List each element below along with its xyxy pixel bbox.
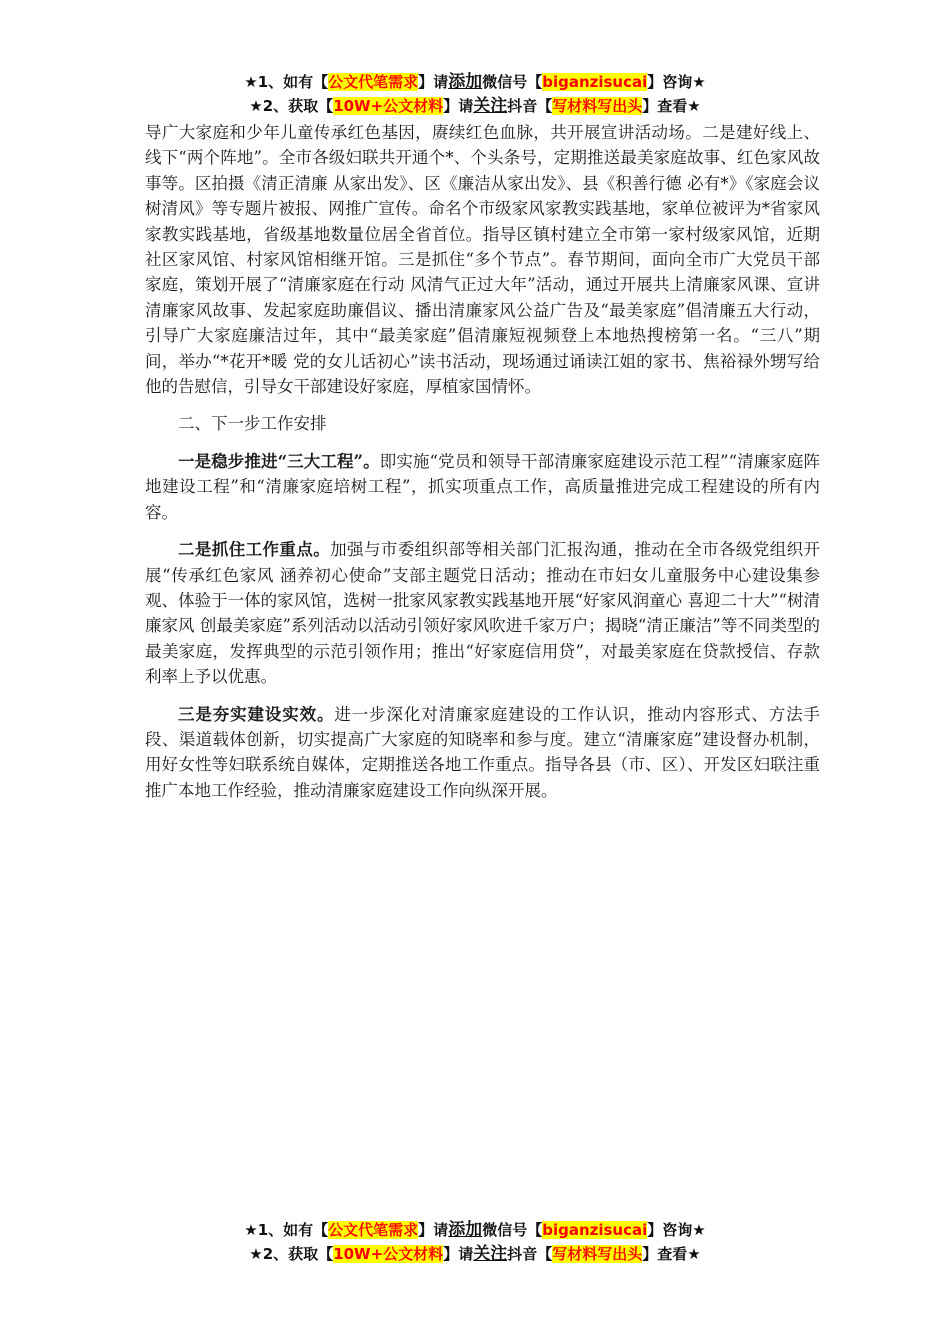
paragraph-step-1: 一是稳步推进“三大工程”。即实施“党员和领导干部清廉家庭建设示范工程”“清廉家庭阵地建设工程”和“清廉家庭培树工程”，抓实项重点工作，高质量推进完成工程建设的所有内容。 xyxy=(145,451,820,522)
banner-line-1: ★1、如有【公文代笔需求】请添加微信号【biganzisucai】咨询★ xyxy=(244,72,706,92)
document-body xyxy=(145,120,820,815)
paragraph-step-2: 二是抓住工作重点。加强与市委组织部等相关部门汇报沟通，推动在全市各级党组织开展“传承红色家风 涵养初心使命”支部主题党日活动；推动在市妇女儿童服务中心建设集参观、体验于一体的家风馆，选树一批家风家教实践基地开展“好家风润童心 喜迎二十大”“树清廉家风 创最美家庭”系列活动以活动引领好家风吹进千家万户；揭晓“清正廉洁”等不同类型的最美家庭，发挥典型的示范引领作用；推出“好家庭信用贷”，对最美家庭在贷款授信、存款利率上予以优惠。 xyxy=(145,540,821,687)
footer-highlight-service: 公文代笔需求 xyxy=(328,1221,419,1239)
step-1-lead: 一是稳步推进“三大工程”。 xyxy=(178,451,380,471)
highlight-douyin: 写材料写出头 xyxy=(552,97,643,115)
footer-highlight-materials: 10W+公文材料 xyxy=(333,1245,444,1263)
highlight-materials: 10W+公文材料 xyxy=(333,97,444,115)
paragraph-continued: 导广大家庭和少年儿童传承红色基因，赓续红色血脉，共开展宣讲活动场。二是建好线上、线下“两个阵地”。全市各级妇联共开通个*、个头条号，定期推送最美家庭故事、红色家风故事等。区拍摄《清正清廉 从家出发》、区《廉洁从家出发》、县《积善行德 必有*》《家庭会议树清风》等专题片被报、网推广宣传。命名个市级家风家教实践基地，家单位被评为*省家风家教实践基地，省级基地数量位居全省首位。指导区镇村建立全市第一家村级家风馆，近期社区家风馆、村家风馆相继开馆。三是抓住“多个节点”。春节期间，面向全市广大党员干部家庭，策划开展了“清廉家庭在行动 风清气正过大年”活动，通过开展共上清廉家风课、宣讲清廉家风故事、发起家庭助廉倡议、播出清廉家风公益广告及“最美家庭”倡清廉五大行动，引导广大家庭廉洁过年，其中“最美家庭”倡清廉短视频登上本地热搜榜第一名。“三八”期间，举办“*花开*暖 党的女儿话初心”读书活动，现场通过诵读江姐的家书、焦裕禄外甥写给他的告慰信，引导女干部建设好家庭，厚植家国情怀。 xyxy=(145,123,820,397)
step-3-lead: 三是夯实建设实效。 xyxy=(178,704,335,724)
banner-line-2: ★2、获取【10W+公文材料】请关注抖音【写材料写出头】查看★ xyxy=(249,96,701,116)
highlight-service: 公文代笔需求 xyxy=(328,73,419,91)
paragraph-step-3: 三是夯实建设实效。进一步深化对清廉家庭建设的工作认识，推动内容形式、方法手段、渠道载体创新，切实提高广大家庭的知晓率和参与度。建立“清廉家庭”建设督办机制，用好女性等妇联系统自媒体，定期推送各地工作重点。指导各县（市、区）、开发区妇联注重推广本地工作经验，推动清廉家庭建设工作向纵深开展。 xyxy=(145,704,820,800)
footer-line-2: ★2、获取【10W+公文材料】请关注抖音【写材料写出头】查看★ xyxy=(249,1244,701,1264)
section-heading-next-steps: 二、下一步工作安排 xyxy=(178,414,327,434)
step-2-lead: 二是抓住工作重点。 xyxy=(178,540,331,560)
footer-banner xyxy=(0,1218,950,1266)
header-banner xyxy=(0,70,950,118)
footer-highlight-douyin: 写材料写出头 xyxy=(552,1245,643,1263)
highlight-wechat-id: biganzisucai xyxy=(542,73,648,91)
footer-line-1: ★1、如有【公文代笔需求】请添加微信号【biganzisucai】咨询★ xyxy=(244,1220,706,1240)
footer-highlight-wechat-id: biganzisucai xyxy=(542,1221,648,1239)
